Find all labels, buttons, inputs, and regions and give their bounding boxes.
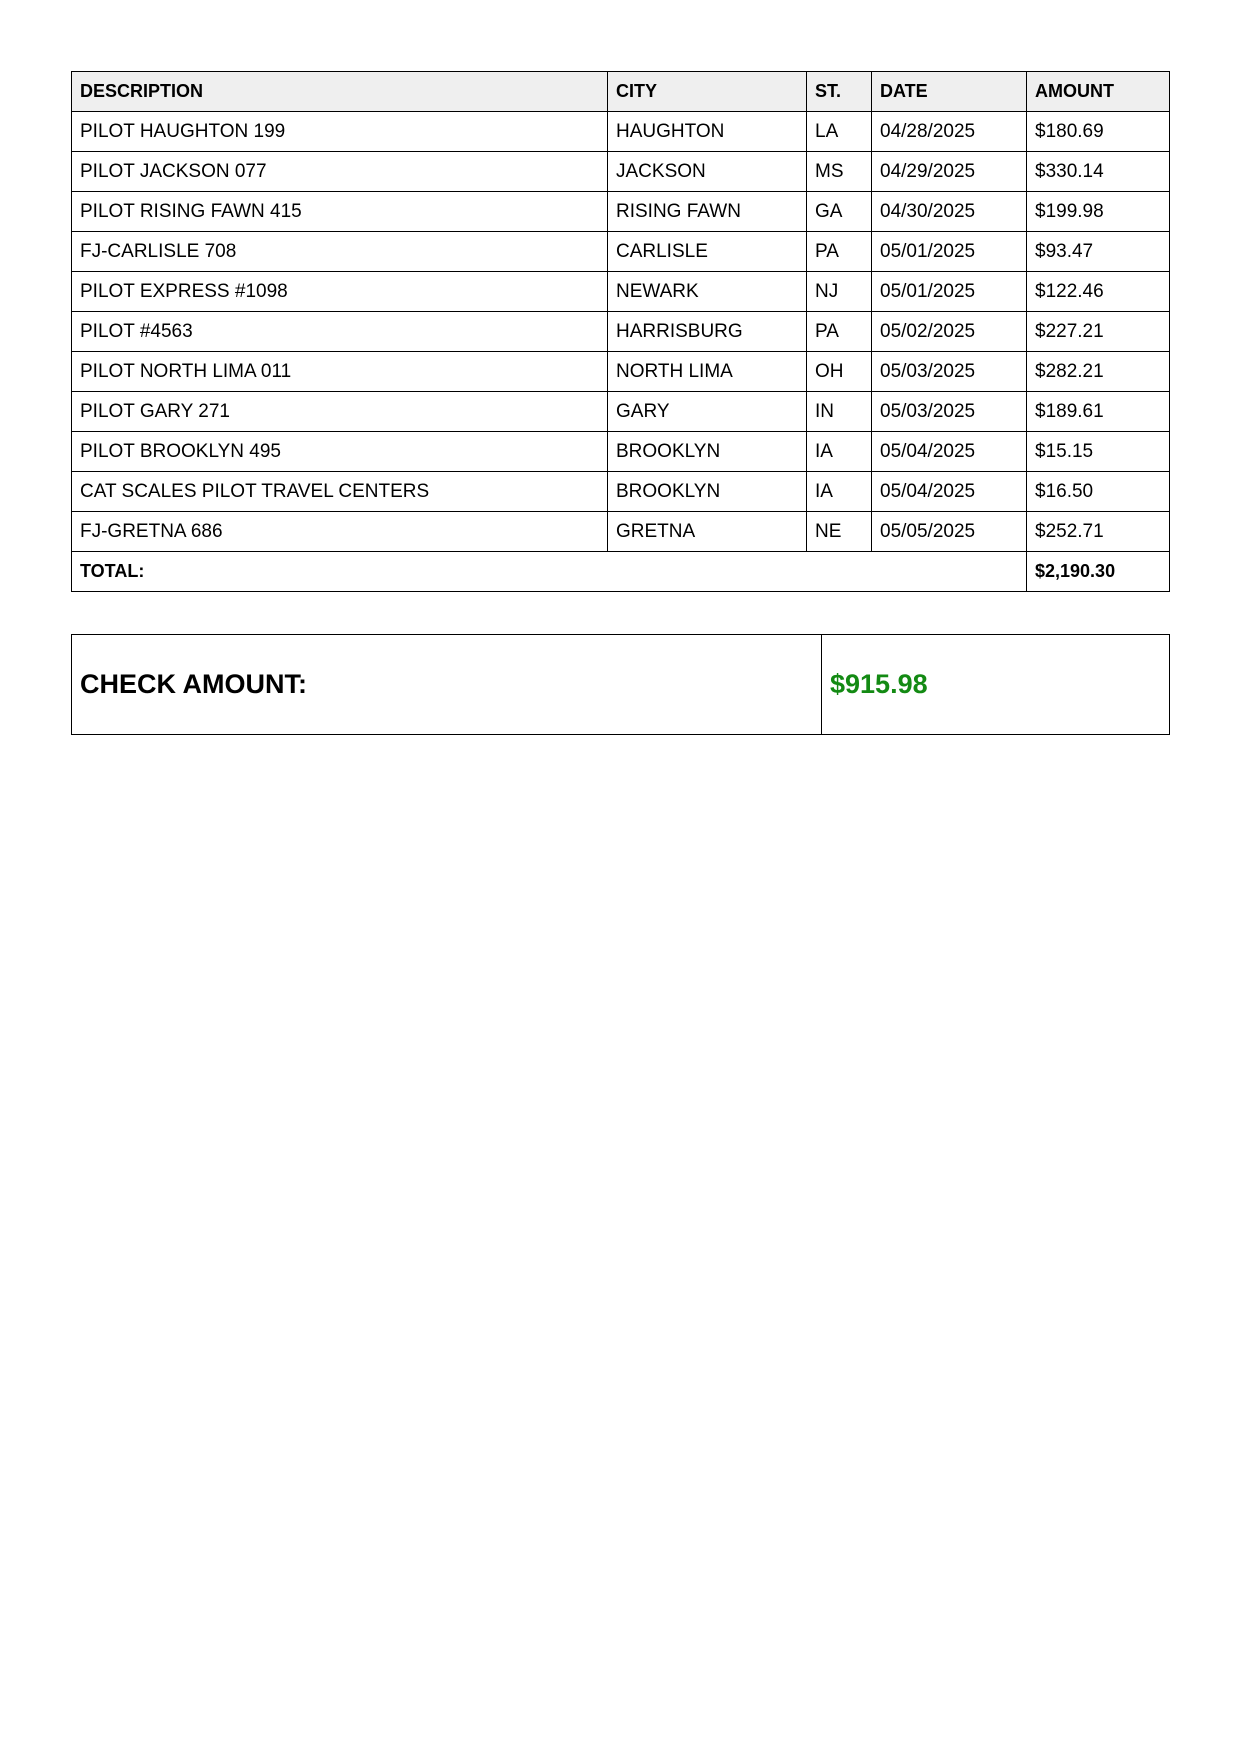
cell-state: OH <box>807 352 872 392</box>
cell-date: 05/04/2025 <box>872 472 1027 512</box>
cell-state: IA <box>807 472 872 512</box>
cell-state: IN <box>807 392 872 432</box>
cell-date: 05/01/2025 <box>872 272 1027 312</box>
cell-city: HAUGHTON <box>608 112 807 152</box>
table-row <box>72 392 1170 432</box>
cell-amount: $189.61 <box>1027 392 1170 432</box>
cell-date: 05/01/2025 <box>872 232 1027 272</box>
header-amount: AMOUNT <box>1027 72 1170 112</box>
total-row <box>72 552 1170 592</box>
cell-amount: $93.47 <box>1027 232 1170 272</box>
table-row <box>72 272 1170 312</box>
cell-description: PILOT BROOKLYN 495 <box>72 432 608 472</box>
cell-amount: $15.15 <box>1027 432 1170 472</box>
table-row <box>72 152 1170 192</box>
total-label: TOTAL: <box>72 552 1027 592</box>
cell-description: PILOT NORTH LIMA 011 <box>72 352 608 392</box>
cell-description: PILOT #4563 <box>72 312 608 352</box>
cell-description: PILOT HAUGHTON 199 <box>72 112 608 152</box>
cell-amount: $252.71 <box>1027 512 1170 552</box>
total-value: $2,190.30 <box>1027 552 1170 592</box>
cell-amount: $180.69 <box>1027 112 1170 152</box>
header-state: ST. <box>807 72 872 112</box>
cell-city: GRETNA <box>608 512 807 552</box>
cell-amount: $227.21 <box>1027 312 1170 352</box>
cell-city: GARY <box>608 392 807 432</box>
cell-city: CARLISLE <box>608 232 807 272</box>
check-amount-label: CHECK AMOUNT: <box>72 635 822 735</box>
check-amount-box <box>71 634 1170 735</box>
table-row <box>72 512 1170 552</box>
check-amount-value: $915.98 <box>822 635 1170 735</box>
cell-state: NE <box>807 512 872 552</box>
cell-description: PILOT GARY 271 <box>72 392 608 432</box>
cell-date: 05/03/2025 <box>872 352 1027 392</box>
cell-amount: $330.14 <box>1027 152 1170 192</box>
table-row <box>72 112 1170 152</box>
header-date: DATE <box>872 72 1027 112</box>
expense-table <box>71 71 1170 592</box>
cell-description: PILOT JACKSON 077 <box>72 152 608 192</box>
cell-date: 05/04/2025 <box>872 432 1027 472</box>
cell-description: PILOT EXPRESS #1098 <box>72 272 608 312</box>
table-header-row <box>72 72 1170 112</box>
cell-description: CAT SCALES PILOT TRAVEL CENTERS <box>72 472 608 512</box>
cell-city: NEWARK <box>608 272 807 312</box>
cell-city: RISING FAWN <box>608 192 807 232</box>
table-row <box>72 232 1170 272</box>
table-row <box>72 192 1170 232</box>
cell-state: PA <box>807 232 872 272</box>
cell-city: BROOKLYN <box>608 432 807 472</box>
cell-date: 04/30/2025 <box>872 192 1027 232</box>
cell-state: NJ <box>807 272 872 312</box>
cell-amount: $282.21 <box>1027 352 1170 392</box>
header-city: CITY <box>608 72 807 112</box>
cell-amount: $122.46 <box>1027 272 1170 312</box>
cell-state: PA <box>807 312 872 352</box>
cell-amount: $16.50 <box>1027 472 1170 512</box>
cell-date: 04/29/2025 <box>872 152 1027 192</box>
cell-description: FJ-CARLISLE 708 <box>72 232 608 272</box>
table-row <box>72 432 1170 472</box>
cell-date: 04/28/2025 <box>872 112 1027 152</box>
cell-state: IA <box>807 432 872 472</box>
cell-date: 05/02/2025 <box>872 312 1027 352</box>
check-amount-row <box>72 635 1170 735</box>
cell-description: PILOT RISING FAWN 415 <box>72 192 608 232</box>
table-row <box>72 472 1170 512</box>
table-row <box>72 352 1170 392</box>
cell-city: NORTH LIMA <box>608 352 807 392</box>
table-row <box>72 312 1170 352</box>
cell-state: LA <box>807 112 872 152</box>
cell-amount: $199.98 <box>1027 192 1170 232</box>
cell-city: HARRISBURG <box>608 312 807 352</box>
cell-date: 05/03/2025 <box>872 392 1027 432</box>
cell-state: GA <box>807 192 872 232</box>
cell-description: FJ-GRETNA 686 <box>72 512 608 552</box>
cell-date: 05/05/2025 <box>872 512 1027 552</box>
header-description: DESCRIPTION <box>72 72 608 112</box>
cell-city: BROOKLYN <box>608 472 807 512</box>
cell-state: MS <box>807 152 872 192</box>
cell-city: JACKSON <box>608 152 807 192</box>
